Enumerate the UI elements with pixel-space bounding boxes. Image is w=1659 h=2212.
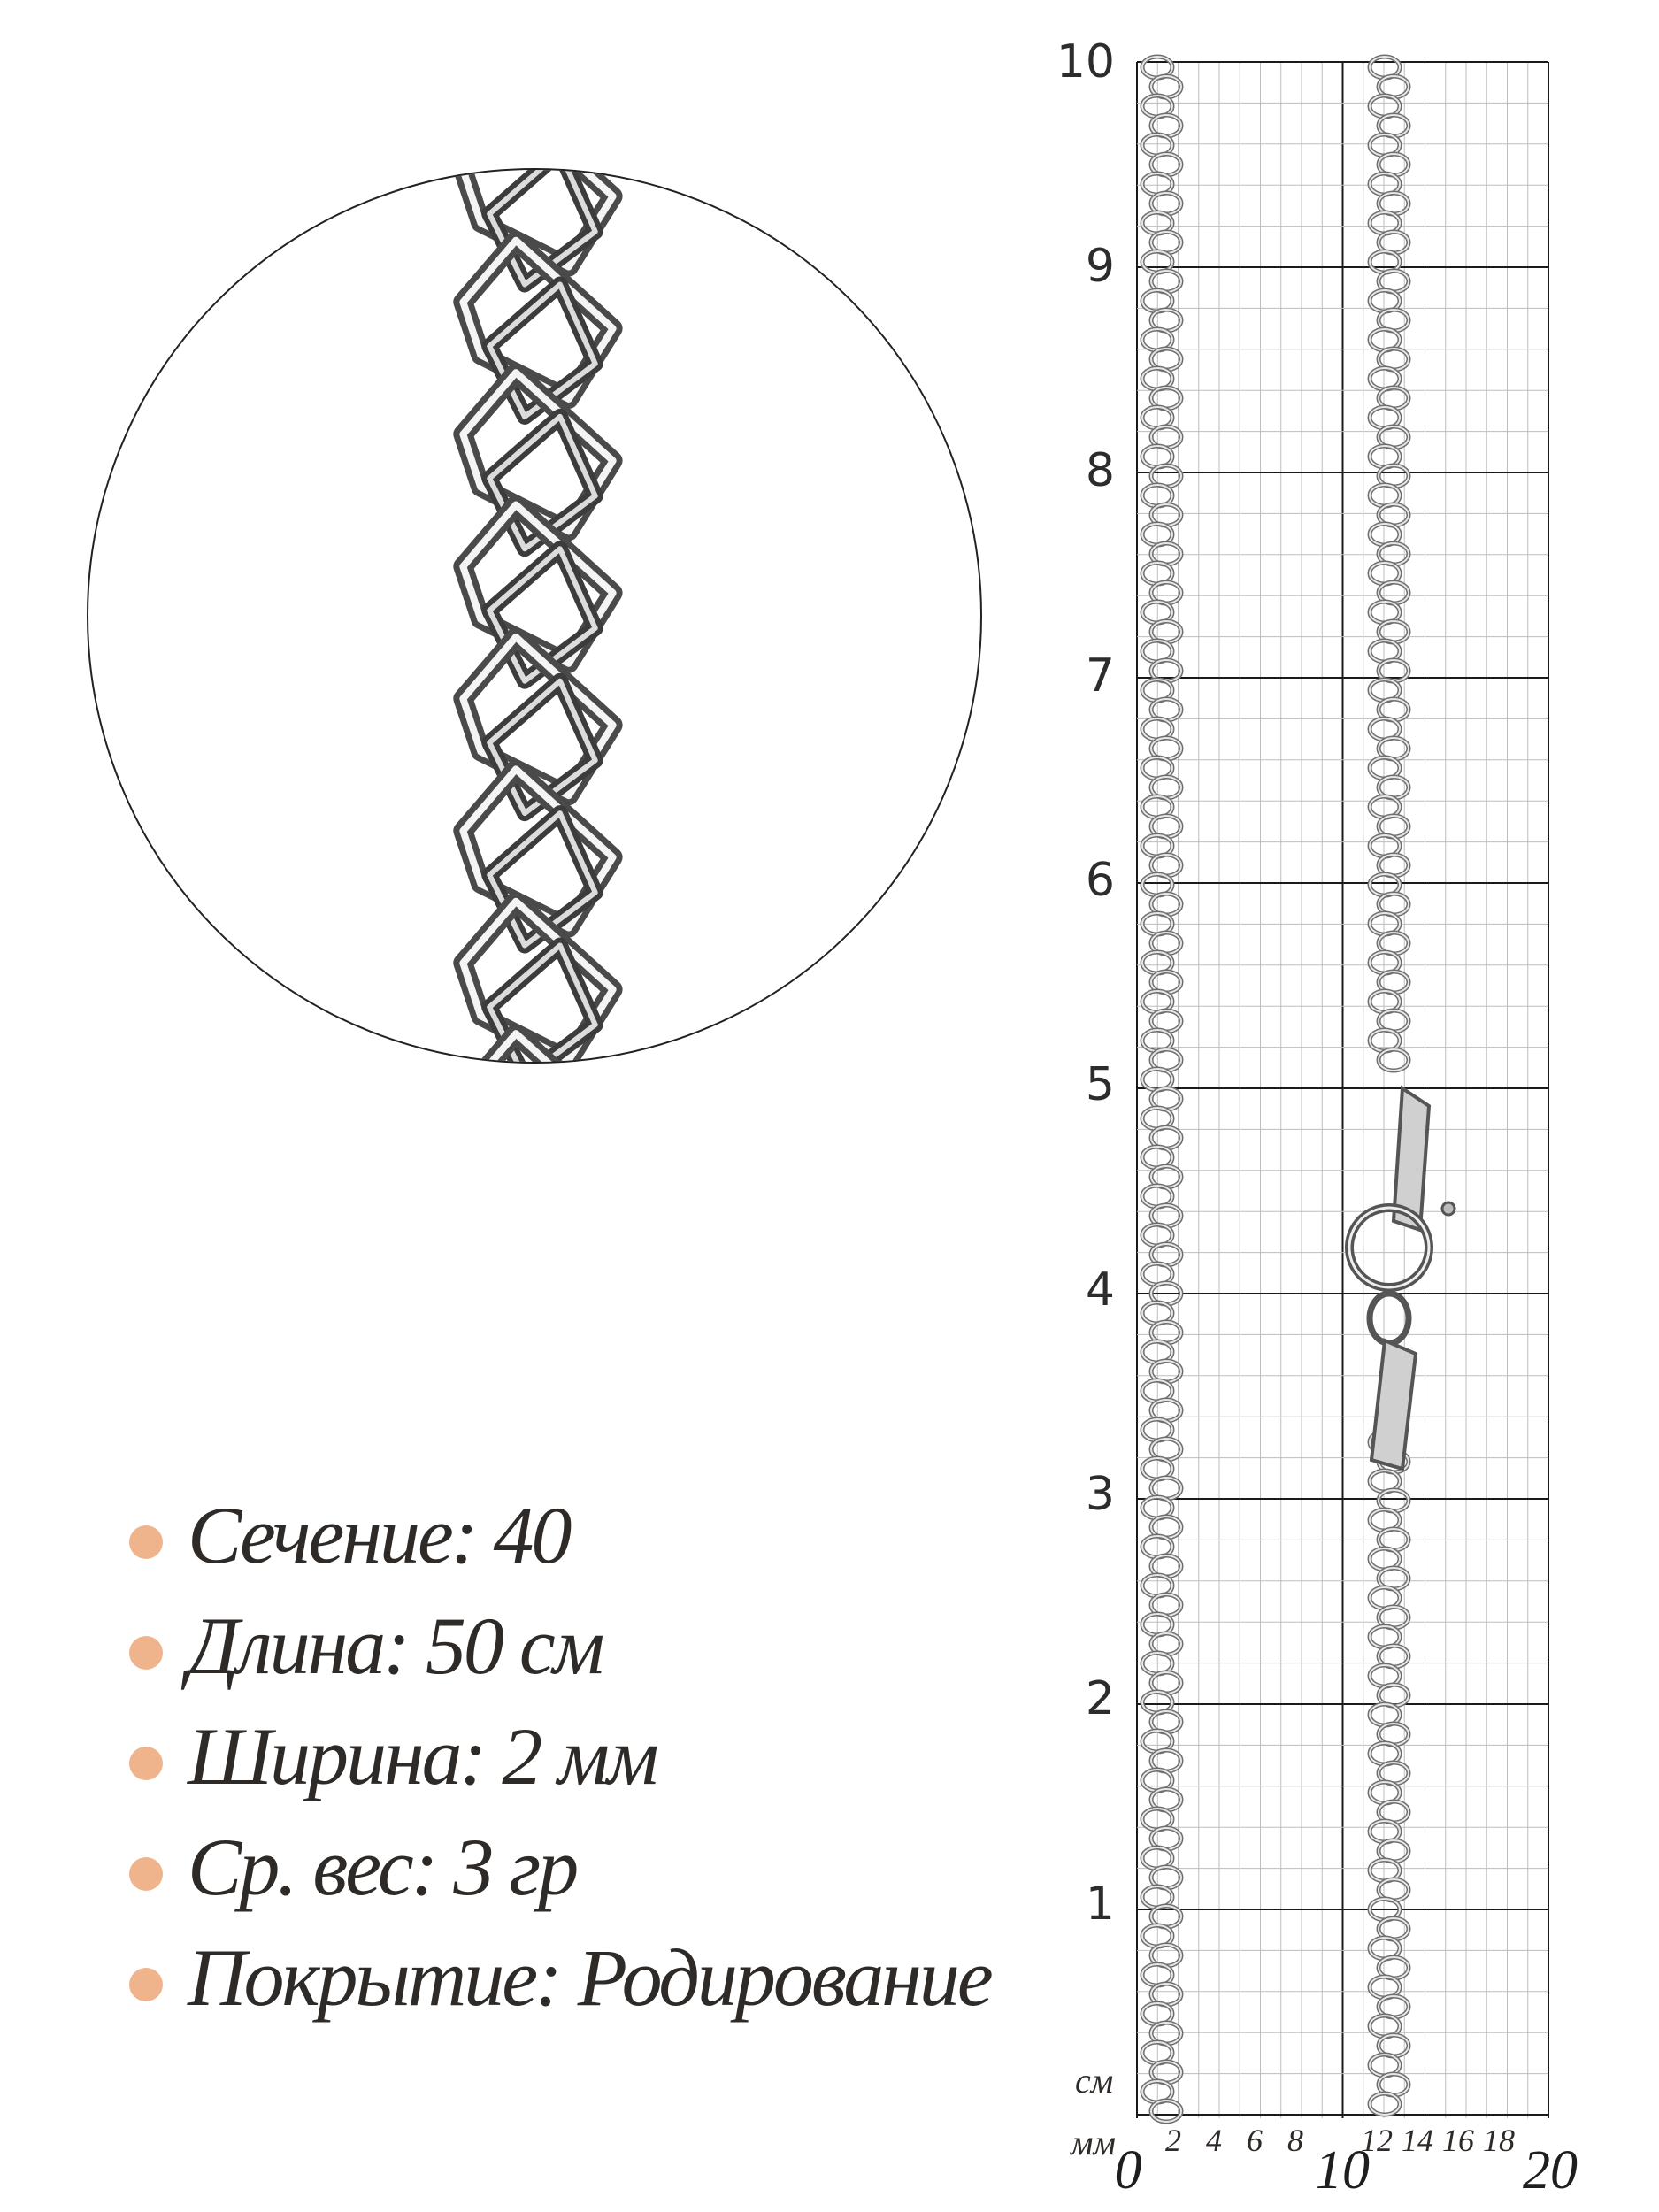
mm-tick-8: 8	[1287, 2123, 1303, 2158]
y-label-8: 8	[1085, 444, 1115, 497]
spec-coating-text: Покрытие: Родирование	[188, 1932, 991, 2023]
y-label-2: 2	[1085, 1672, 1115, 1725]
y-label-1: 1	[1085, 1878, 1115, 1931]
spec-width-text: Ширина: 2 мм	[188, 1711, 657, 1801]
mm-tick-18: 18	[1483, 2123, 1515, 2158]
spec-weight-text: Ср. вес: 3 гр	[188, 1822, 577, 1912]
chain-strand-right-bottom	[1370, 1432, 1409, 2115]
x-label-20: 20	[1523, 2140, 1578, 2200]
mm-tick-4: 4	[1206, 2123, 1222, 2158]
y-label-3: 3	[1085, 1468, 1115, 1521]
spec-length-text: Длина: 50 см	[188, 1601, 603, 1691]
spec-section-text: Сечение: 40	[188, 1490, 570, 1580]
spec-item-weight	[124, 1818, 1009, 1929]
chain-zoom-circle	[87, 168, 982, 1064]
y-label-5: 5	[1085, 1058, 1115, 1111]
bullet-dot-icon	[129, 1747, 163, 1780]
y-label-7: 7	[1085, 649, 1115, 703]
y-label-9: 9	[1085, 240, 1115, 293]
bullet-dot-icon	[129, 1857, 163, 1891]
bullet-dot-icon	[129, 1525, 163, 1559]
mm-tick-6: 6	[1247, 2123, 1263, 2158]
unit-cm-label: см	[1075, 2061, 1114, 2101]
mm-tick-12: 12	[1361, 2123, 1393, 2158]
y-label-10: 10	[1056, 35, 1115, 88]
x-label-10: 10	[1315, 2140, 1370, 2200]
spec-item-coating	[124, 1929, 1009, 2039]
spec-item-section	[124, 1486, 1009, 1597]
bullet-dot-icon	[129, 1636, 163, 1670]
ruler-grid	[1137, 62, 1548, 2118]
spring-ring-clasp-icon	[1349, 1088, 1455, 1469]
x-label-0: 0	[1114, 2140, 1142, 2200]
chain-strand-right-top	[1370, 57, 1409, 1071]
y-label-4: 4	[1085, 1263, 1115, 1317]
chain-zoom-icon	[88, 170, 980, 1062]
chain-zoom-links	[463, 170, 612, 1062]
mm-tick-14: 14	[1402, 2123, 1433, 2158]
mm-tick-2: 2	[1165, 2123, 1181, 2158]
unit-mm-label: мм	[1071, 2123, 1117, 2162]
bullet-dot-icon	[129, 1968, 163, 2001]
measurement-ruler	[1137, 62, 1548, 2118]
spec-item-length	[124, 1597, 1009, 1708]
spec-item-width	[124, 1708, 1009, 1818]
spec-list	[124, 1486, 1009, 2039]
mm-tick-16: 16	[1442, 2123, 1474, 2158]
chain-strand-left	[1142, 57, 1181, 2122]
y-label-6: 6	[1085, 854, 1115, 907]
